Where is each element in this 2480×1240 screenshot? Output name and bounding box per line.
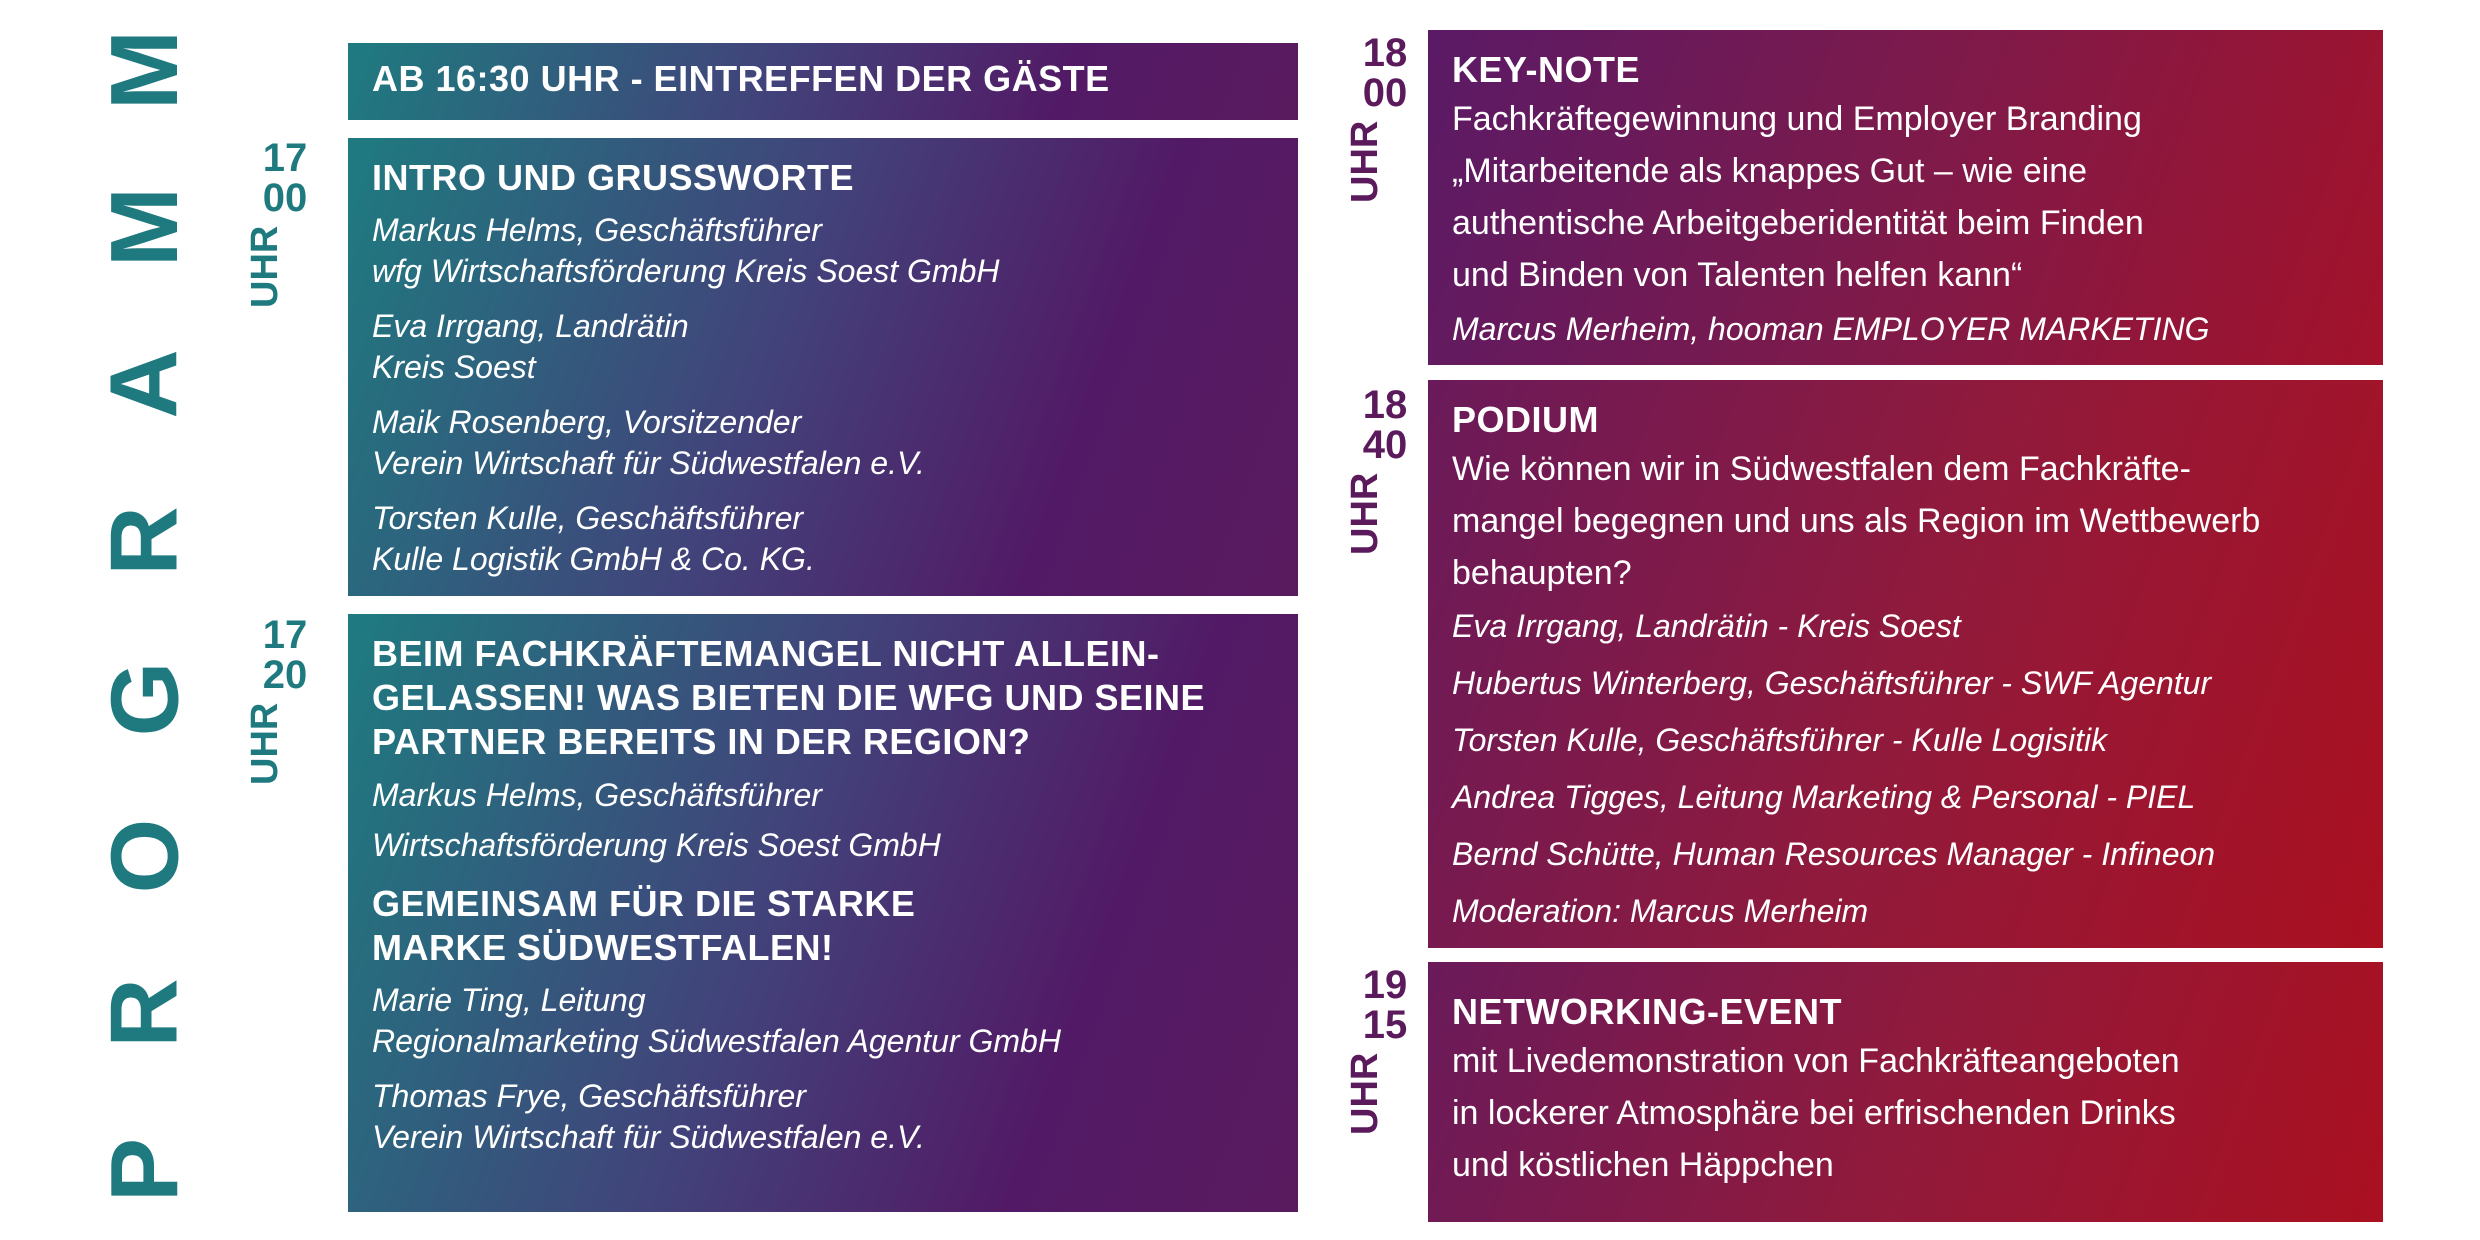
speaker-line: Eva Irrgang, Landrätin (372, 308, 689, 344)
keynote-speaker: Marcus Merheim, hooman EMPLOYER MARKETING (1452, 311, 2210, 347)
panelist: Bernd Schütte, Human Resources Manager - Infineon (1452, 836, 2216, 872)
speaker-line: Markus Helms, Geschäftsführer (372, 777, 822, 813)
time-hour: 18 (1362, 383, 1408, 427)
session2-subtitle-line: GEMEINSAM FÜR DIE STARKE (372, 883, 916, 924)
time-hour: 17 (262, 613, 308, 657)
title-letter: R (90, 506, 198, 577)
speaker-line: Thomas Frye, Geschäftsführer (372, 1078, 806, 1114)
speaker-line: Wirtschaftsförderung Kreis Soest GmbH (372, 827, 941, 863)
title-letter: M (91, 30, 198, 110)
title-letter: A (90, 349, 198, 419)
intro-box (348, 138, 1298, 596)
podium-body-line: Wie können wir in Südwestfalen dem Fachkräfte- (1452, 450, 2191, 488)
time-minute: 00 (262, 176, 308, 220)
networking-body-line: und köstlichen Häppchen (1452, 1146, 1834, 1184)
title-letter: M (91, 187, 198, 268)
panelist: Torsten Kulle, Geschäftsführer - Kulle Logisitik (1452, 722, 2108, 758)
keynote-title: KEY-NOTE (1452, 49, 1641, 90)
title-letter: R (90, 978, 198, 1048)
session2-title-line: BEIM FACHKRÄFTEMANGEL NICHT ALLEIN- (372, 633, 1160, 674)
keynote-body-line: „Mitarbeitende als knappes Gut – wie eine (1452, 152, 2088, 190)
time-label-1700 (245, 138, 325, 328)
networking-body-line: mit Livedemonstration von Fachkräfteangeboten (1452, 1042, 2180, 1080)
speaker-line: Torsten Kulle, Geschäftsführer (372, 500, 804, 536)
speaker-line: wfg Wirtschaftsförderung Kreis Soest GmbH (372, 253, 1000, 289)
podium-box (1428, 380, 2383, 948)
speaker-line: Kreis Soest (372, 349, 536, 385)
time-label-1840 (1345, 385, 1425, 575)
session2-box (348, 614, 1298, 1212)
time-hour: 17 (262, 136, 308, 180)
time-minute: 00 (1362, 71, 1408, 115)
time-label-1800 (1345, 33, 1425, 223)
podium-body-line: behaupten? (1452, 554, 1632, 592)
speaker-line: Verein Wirtschaft für Südwestfalen e.V. (372, 1119, 925, 1155)
networking-box (1428, 962, 2383, 1222)
speaker-line: Markus Helms, Geschäftsführer (372, 212, 822, 248)
session2-title-line: PARTNER BEREITS IN DER REGION? (372, 721, 1031, 762)
panelist: Andrea Tigges, Leitung Marketing & Personal - PIEL (1452, 779, 2196, 815)
time-uhr: UHR (1344, 1052, 1386, 1135)
speaker-line: Maik Rosenberg, Vorsitzender (372, 404, 802, 440)
keynote-body-line: und Binden von Talenten helfen kann“ (1452, 256, 2023, 294)
time-minute: 40 (1362, 423, 1408, 467)
podium-body-line: mangel begegnen und uns als Region im Wettbewerb (1452, 502, 2261, 540)
title-letter: P (91, 1137, 198, 1202)
panelist: Hubertus Winterberg, Geschäftsführer - SWF Agentur (1452, 665, 2212, 701)
keynote-box (1428, 30, 2383, 365)
title-letter: O (90, 818, 198, 894)
time-uhr: UHR (1344, 120, 1386, 203)
time-minute: 15 (1362, 1003, 1408, 1047)
speaker-line: Verein Wirtschaft für Südwestfalen e.V. (372, 445, 925, 481)
title-letter: G (90, 661, 198, 736)
networking-body-line: in lockerer Atmosphäre bei erfrischenden Drinks (1452, 1094, 2176, 1132)
arrival-title: AB 16:30 UHR - EINTREFFEN DER GÄSTE (372, 58, 1110, 99)
speaker-line: Kulle Logistik GmbH & Co. KG. (372, 541, 815, 577)
time-hour: 18 (1362, 31, 1408, 75)
time-uhr: UHR (244, 225, 286, 308)
panelist: Eva Irrgang, Landrätin - Kreis Soest (1452, 608, 1961, 644)
time-uhr: UHR (1344, 472, 1386, 555)
moderation: Moderation: Marcus Merheim (1452, 893, 1869, 929)
podium-title: PODIUM (1452, 399, 1599, 440)
keynote-body-line: authentische Arbeitgeberidentität beim Finden (1452, 204, 2144, 242)
speaker-line: Regionalmarketing Südwestfalen Agentur GmbH (372, 1023, 1061, 1059)
time-uhr: UHR (244, 702, 286, 785)
session2-title-line: GELASSEN! WAS BIETEN DIE WFG UND SEINE (372, 677, 1206, 718)
networking-title: NETWORKING-EVENT (1452, 991, 1842, 1032)
keynote-body-line: Fachkräftegewinnung und Employer Branding (1452, 100, 2142, 138)
intro-title: INTRO UND GRUSSWORTE (372, 157, 854, 198)
time-minute: 20 (262, 653, 308, 697)
time-label-1915 (1345, 965, 1425, 1155)
time-label-1720 (245, 615, 325, 805)
session2-subtitle-line: MARKE SÜDWESTFALEN! (372, 927, 834, 968)
arrival-box (348, 43, 1298, 120)
program-vertical-title (90, 20, 198, 1220)
speaker-line: Marie Ting, Leitung (372, 982, 646, 1018)
time-hour: 19 (1362, 963, 1408, 1007)
